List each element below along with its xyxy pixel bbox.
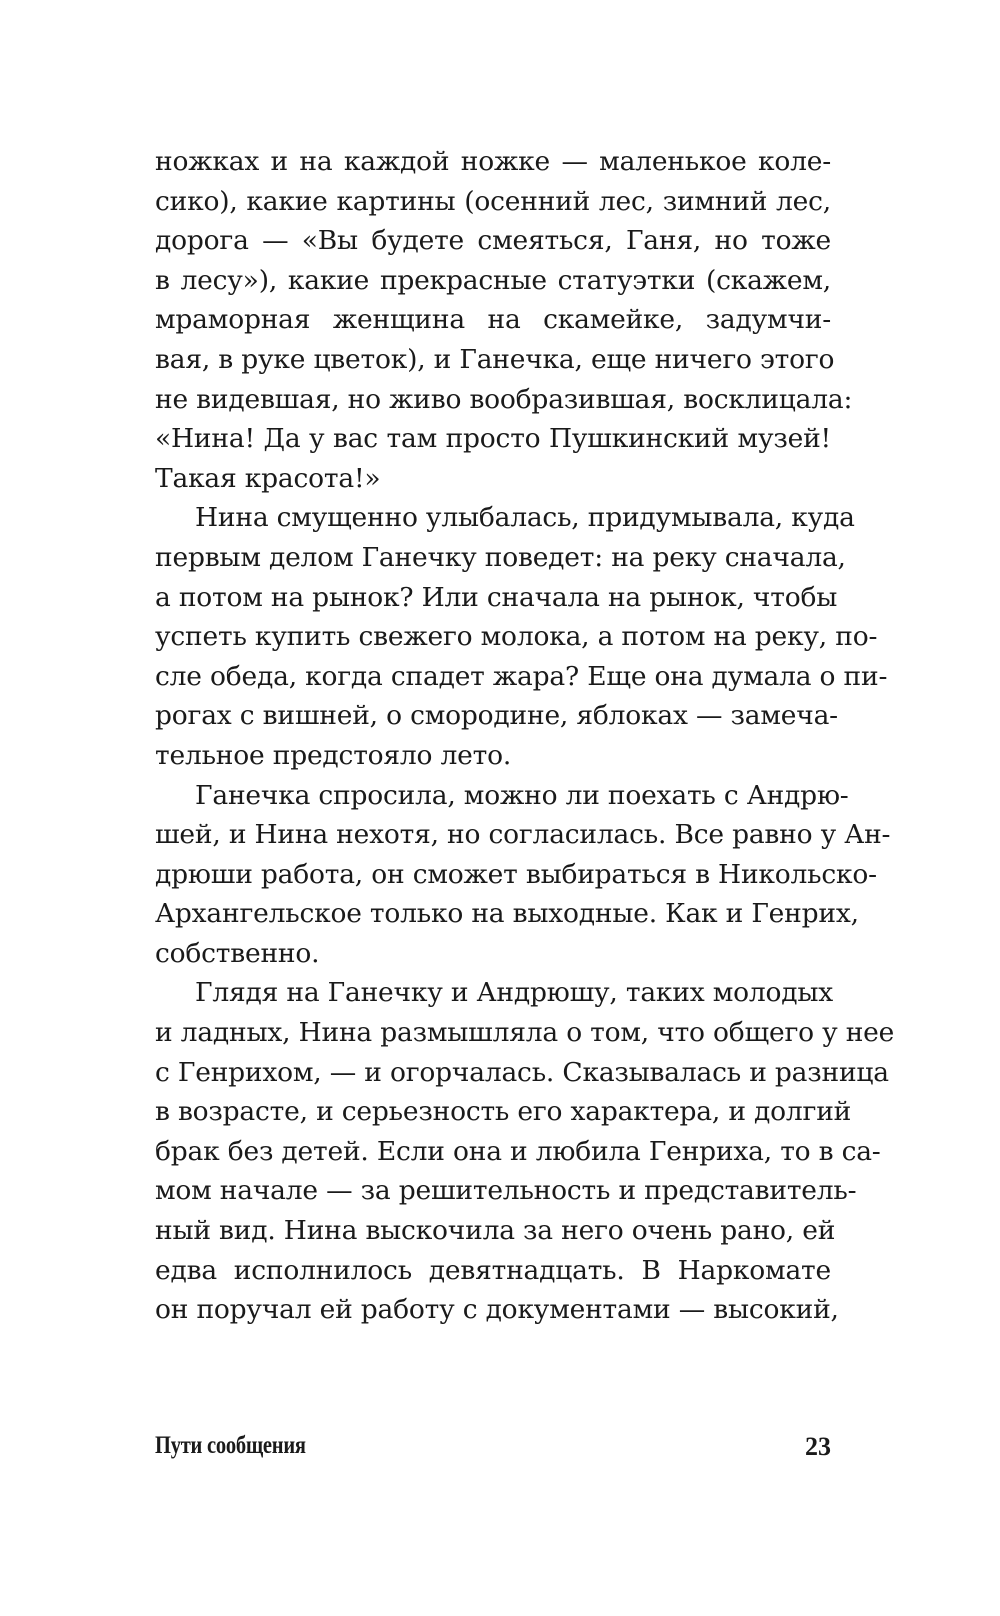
text-line: Архангельское только на выходные. Как и Генрих,	[155, 898, 859, 930]
text-line: собственно.	[155, 937, 320, 969]
text-line: не видевшая, но живо вообразившая, восклицала:	[155, 383, 853, 415]
page-number: 23	[805, 1432, 831, 1461]
text-line: сико), какие картины (осенний лес, зимний лес,	[155, 185, 831, 217]
text-line: тельное предстояло лето.	[155, 739, 512, 771]
text-line: сле обеда, когда спадет жара? Еще она думала о пи-	[155, 660, 888, 692]
text-line: ный вид. Нина выскочила за него очень рано, ей	[155, 1215, 836, 1247]
page-footer	[155, 1432, 831, 1472]
text-line: шей, и Нина нехотя, но согласилась. Все равно у Ан-	[155, 819, 891, 851]
body-text	[155, 142, 895, 1330]
text-line: Такая красота!»	[155, 462, 381, 494]
text-line: и ладных, Нина размышляла о том, что общего у нее	[155, 1017, 895, 1049]
text-line: дорога — «Вы будете смеяться, Ганя, но тоже	[155, 225, 831, 257]
text-line: успеть купить свежего молока, а потом на реку, по-	[155, 621, 878, 653]
text-line: с Генрихом, — и огорчалась. Сказывалась и разница	[155, 1056, 889, 1088]
text-line: Глядя на Ганечку и Андрюшу, таких молодых	[195, 977, 834, 1009]
text-line: первым делом Ганечку поведет: на реку сначала,	[155, 541, 846, 573]
text-line: а потом на рынок? Или сначала на рынок, чтобы	[155, 581, 838, 613]
text-line: мом начале — за решительность и представитель-	[155, 1175, 857, 1207]
text-line: в лесу»), какие прекрасные статуэтки (скажем,	[155, 264, 831, 296]
text-line: ножках и на каждой ножке — маленькое коле-	[155, 146, 831, 177]
text-line: он поручал ей работу с документами — высокий,	[155, 1294, 839, 1326]
text-line: рогах с вишней, о смородине, яблоках — замеча-	[155, 700, 838, 732]
text-line: едва исполнилось девятнадцать. В Наркомате	[155, 1254, 831, 1286]
text-line: брак без детей. Если она и любила Генриха, то в са-	[155, 1135, 881, 1167]
running-title: Пути сообщения	[155, 1432, 306, 1459]
text-line: в возрасте, и серьезность его характера, и долгий	[155, 1096, 852, 1128]
text-line: «Нина! Да у вас там просто Пушкинский музей!	[155, 423, 831, 455]
text-line: мраморная женщина на скамейке, задумчи-	[155, 304, 831, 336]
text-line: Нина смущенно улыбалась, придумывала, куда	[195, 502, 855, 534]
text-line: вая, в руке цветок), и Ганечка, еще ничего этого	[155, 343, 835, 375]
text-line: дрюши работа, он сможет выбираться в Никольско-	[155, 858, 877, 890]
text-line: Ганечка спросила, можно ли поехать с Андрю-	[195, 779, 849, 811]
